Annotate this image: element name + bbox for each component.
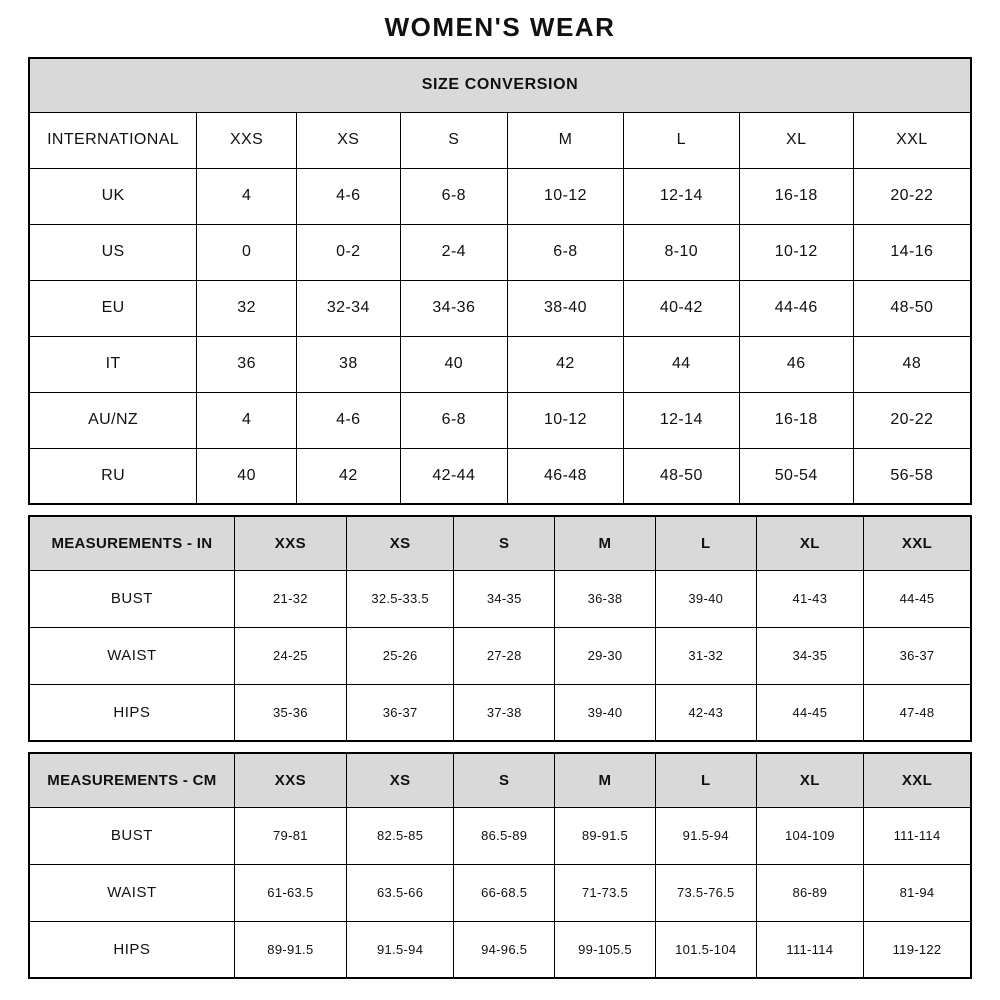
table-row (29, 570, 971, 627)
size-value: 79-81 (234, 807, 346, 864)
size-value: 50-54 (739, 448, 853, 504)
size-value: 40 (197, 448, 297, 504)
size-value: 48-50 (853, 280, 971, 336)
size-value: 4 (197, 168, 297, 224)
size-value: 20-22 (853, 392, 971, 448)
size-value: 36-37 (346, 684, 453, 741)
size-value: 44-46 (739, 280, 853, 336)
size-value: 34-35 (454, 570, 555, 627)
row-label: HIPS (29, 921, 234, 978)
row-label: US (29, 224, 197, 280)
size-header: M (555, 516, 656, 570)
size-value: 111-114 (756, 921, 863, 978)
size-header: XXL (853, 112, 971, 168)
size-value: 12-14 (623, 392, 739, 448)
size-value: 61-63.5 (234, 864, 346, 921)
row-label: HIPS (29, 684, 234, 741)
size-value: 47-48 (864, 684, 971, 741)
size-value: 16-18 (739, 392, 853, 448)
size-value: 10-12 (508, 168, 624, 224)
measurements-in-body (29, 570, 971, 741)
size-value: 31-32 (655, 627, 756, 684)
size-header-row (29, 112, 971, 168)
corner-label: MEASUREMENTS - IN (29, 516, 234, 570)
table-row (29, 224, 971, 280)
page-title: WOMEN'S WEAR (384, 12, 616, 42)
row-label: AU/NZ (29, 392, 197, 448)
size-header: XS (346, 516, 453, 570)
size-header: XXL (864, 516, 971, 570)
table-row (29, 921, 971, 978)
size-value: 91.5-94 (346, 921, 453, 978)
size-value: 63.5-66 (346, 864, 453, 921)
row-label: BUST (29, 807, 234, 864)
size-value: 119-122 (864, 921, 971, 978)
size-value: 34-36 (400, 280, 507, 336)
size-value: 81-94 (864, 864, 971, 921)
corner-label: INTERNATIONAL (29, 112, 197, 168)
size-value: 66-68.5 (454, 864, 555, 921)
size-value: 24-25 (234, 627, 346, 684)
size-header-row (29, 516, 971, 570)
size-header-row (29, 753, 971, 807)
size-header: L (623, 112, 739, 168)
size-header: XXL (864, 753, 971, 807)
size-value: 4-6 (297, 392, 401, 448)
size-header: L (655, 516, 756, 570)
size-value: 6-8 (400, 392, 507, 448)
size-value: 37-38 (454, 684, 555, 741)
size-value: 38-40 (508, 280, 624, 336)
row-label: RU (29, 448, 197, 504)
size-value: 32.5-33.5 (346, 570, 453, 627)
size-value: 2-4 (400, 224, 507, 280)
size-value: 44-45 (756, 684, 863, 741)
size-value: 32 (197, 280, 297, 336)
size-value: 6-8 (508, 224, 624, 280)
size-value: 6-8 (400, 168, 507, 224)
table-row (29, 627, 971, 684)
size-value: 99-105.5 (555, 921, 656, 978)
size-header: XL (756, 516, 863, 570)
table-row (29, 392, 971, 448)
corner-label: MEASUREMENTS - CM (29, 753, 234, 807)
size-value: 91.5-94 (655, 807, 756, 864)
size-header: M (555, 753, 656, 807)
size-value: 111-114 (864, 807, 971, 864)
size-value: 89-91.5 (555, 807, 656, 864)
row-label: WAIST (29, 627, 234, 684)
size-value: 36-38 (555, 570, 656, 627)
size-value: 46 (739, 336, 853, 392)
size-header: S (454, 753, 555, 807)
size-value: 104-109 (756, 807, 863, 864)
size-header: S (400, 112, 507, 168)
size-value: 29-30 (555, 627, 656, 684)
size-header: XXS (234, 753, 346, 807)
row-label: IT (29, 336, 197, 392)
size-value: 25-26 (346, 627, 453, 684)
size-header: XS (346, 753, 453, 807)
size-value: 16-18 (739, 168, 853, 224)
size-value: 0 (197, 224, 297, 280)
size-header: S (454, 516, 555, 570)
size-header: XXS (234, 516, 346, 570)
size-header: XL (739, 112, 853, 168)
size-value: 21-32 (234, 570, 346, 627)
size-value: 40 (400, 336, 507, 392)
size-value: 38 (297, 336, 401, 392)
size-value: 44 (623, 336, 739, 392)
table-row (29, 807, 971, 864)
size-value: 89-91.5 (234, 921, 346, 978)
size-value: 39-40 (555, 684, 656, 741)
size-conversion-table (28, 57, 972, 505)
size-header: XS (297, 112, 401, 168)
size-value: 4 (197, 392, 297, 448)
size-header: L (655, 753, 756, 807)
size-value: 32-34 (297, 280, 401, 336)
size-value: 46-48 (508, 448, 624, 504)
size-value: 71-73.5 (555, 864, 656, 921)
size-value: 8-10 (623, 224, 739, 280)
size-value: 10-12 (739, 224, 853, 280)
table-row (29, 684, 971, 741)
size-value: 101.5-104 (655, 921, 756, 978)
size-value: 42 (297, 448, 401, 504)
size-value: 0-2 (297, 224, 401, 280)
size-value: 42-44 (400, 448, 507, 504)
size-value: 86-89 (756, 864, 863, 921)
row-label: BUST (29, 570, 234, 627)
size-value: 44-45 (864, 570, 971, 627)
size-header: XXS (197, 112, 297, 168)
size-value: 86.5-89 (454, 807, 555, 864)
size-value: 10-12 (508, 392, 624, 448)
row-label: EU (29, 280, 197, 336)
measurements-cm-body (29, 807, 971, 978)
table-title-row (29, 58, 971, 112)
table-row (29, 280, 971, 336)
table-row (29, 336, 971, 392)
size-header: M (508, 112, 624, 168)
size-value: 56-58 (853, 448, 971, 504)
size-value: 82.5-85 (346, 807, 453, 864)
table-row (29, 448, 971, 504)
size-value: 20-22 (853, 168, 971, 224)
size-value: 40-42 (623, 280, 739, 336)
size-value: 39-40 (655, 570, 756, 627)
size-conversion-body (29, 168, 971, 504)
size-value: 4-6 (297, 168, 401, 224)
size-value: 41-43 (756, 570, 863, 627)
size-value: 94-96.5 (454, 921, 555, 978)
size-value: 73.5-76.5 (655, 864, 756, 921)
size-value: 48 (853, 336, 971, 392)
size-header: XL (756, 753, 863, 807)
row-label: WAIST (29, 864, 234, 921)
measurements-in-table (28, 515, 972, 742)
size-value: 48-50 (623, 448, 739, 504)
size-value: 27-28 (454, 627, 555, 684)
row-label: UK (29, 168, 197, 224)
size-value: 34-35 (756, 627, 863, 684)
table-row (29, 168, 971, 224)
table-title: SIZE CONVERSION (29, 58, 971, 112)
size-value: 14-16 (853, 224, 971, 280)
size-value: 42-43 (655, 684, 756, 741)
size-value: 35-36 (234, 684, 346, 741)
size-value: 36 (197, 336, 297, 392)
size-value: 12-14 (623, 168, 739, 224)
measurements-cm-table (28, 752, 972, 979)
size-value: 42 (508, 336, 624, 392)
table-row (29, 864, 971, 921)
size-value: 36-37 (864, 627, 971, 684)
